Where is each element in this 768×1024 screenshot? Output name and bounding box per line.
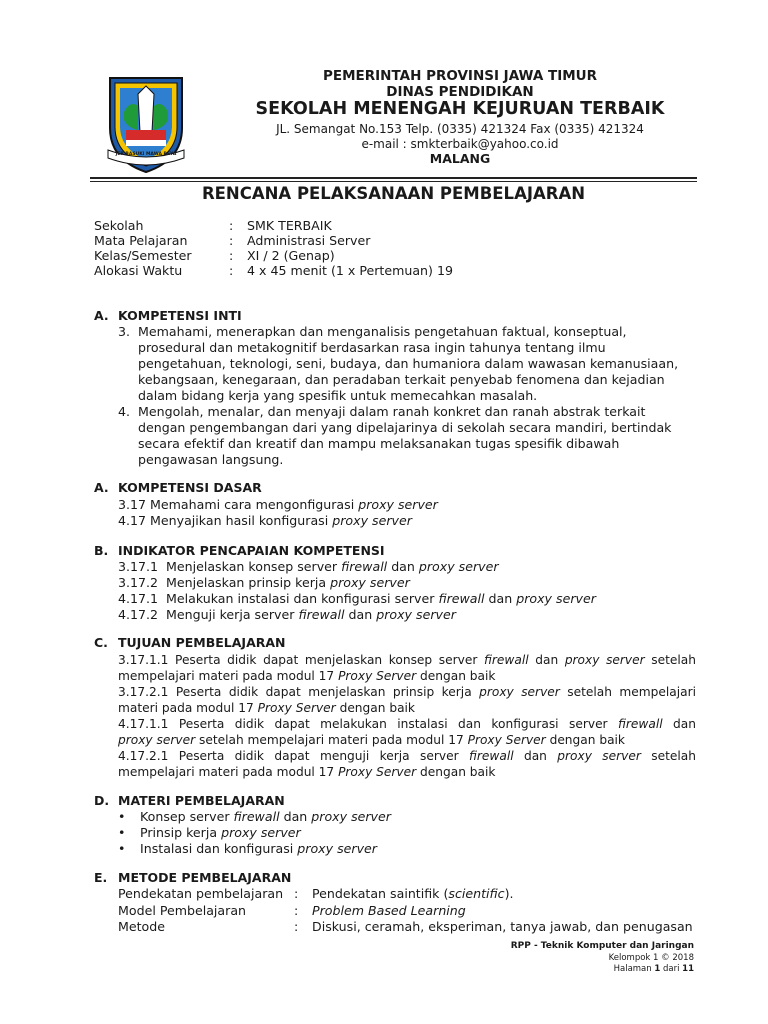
metode-text: Pendekatan saintifik (	[312, 886, 449, 901]
materi-term: proxy server	[221, 825, 301, 840]
tujuan-term: Proxy Server	[257, 701, 336, 715]
ipk-item	[118, 607, 456, 622]
section-letter: E.	[94, 870, 108, 885]
materi-text: Konsep server	[140, 809, 234, 824]
section-letter: B.	[94, 543, 109, 558]
ipk-item	[118, 591, 596, 606]
ki-item-line: Memahami, menerapkan dan menganalisis pengetahuan faktual, konseptual,	[138, 324, 627, 339]
tujuan-text: 4.17.2.1 Peserta didik dapat menguji kerja server	[118, 749, 469, 763]
section-heading-materi	[94, 793, 285, 808]
metode-value: Diskusi, ceramah, eksperiman, tanya jawab, dan penugasan	[312, 919, 693, 934]
metode-separator: :	[294, 919, 299, 934]
identity-separator: :	[229, 233, 234, 248]
ipk-term: proxy server	[376, 607, 456, 622]
ipk-term: proxy server	[516, 591, 596, 606]
tujuan-text: mempelajari materi pada modul 17	[118, 765, 339, 779]
materi-term: proxy server	[297, 841, 377, 856]
ki-item-number: 3.	[118, 324, 131, 339]
identity-label: Sekolah	[94, 218, 144, 233]
tujuan-text: dan	[528, 653, 565, 667]
ki-item-line: Mengolah, menalar, dan menyaji dalam ranah konkret dan ranah abstrak terkait	[138, 404, 646, 419]
section-title: METODE PEMBELAJARAN	[118, 870, 292, 885]
section-heading-metode	[94, 870, 291, 885]
header-city: MALANG	[429, 151, 491, 166]
bullet-icon: •	[118, 825, 126, 840]
ipk-item	[118, 559, 499, 574]
tujuan-term: Proxy Server	[467, 733, 546, 747]
footer-page-total: 11	[682, 964, 694, 974]
tujuan-term: firewall	[618, 717, 663, 731]
metode-label: Pendekatan pembelajaran	[118, 886, 284, 901]
ki-item-line: pengetahuan, teknologi, seni, budaya, dan humaniora dalam wawasan kemanusiaan,	[138, 356, 679, 371]
ki-item-line: dengan pengembangan dari yang dipelajarinya di sekolah secara mandiri, bertindak	[138, 420, 672, 435]
tujuan-text: dengan baik	[416, 765, 496, 779]
tujuan-text: dengan baik	[416, 669, 496, 683]
tujuan-text: 4.17.1.1 Peserta didik dapat melakukan instalasi dan konfigurasi server	[118, 717, 619, 731]
kd-item-text: 4.17 Menyajikan hasil konfigurasi	[118, 513, 333, 528]
tujuan-text: setelah	[640, 749, 696, 763]
materi-term: firewall	[233, 809, 280, 824]
footer-page-number	[614, 964, 694, 974]
identity-label: Mata Pelajaran	[94, 233, 188, 248]
ipk-text: dan	[387, 559, 419, 574]
ipk-number: 4.17.1	[118, 591, 159, 606]
materi-item	[118, 825, 301, 840]
identity-separator: :	[229, 263, 234, 278]
tujuan-text: 3.17.1.1 Peserta didik dapat menjelaskan konsep server	[118, 653, 485, 667]
tujuan-term: Proxy Server	[338, 765, 417, 779]
ipk-text: Menjelaskan konsep server	[166, 559, 342, 574]
section-letter: C.	[94, 635, 108, 650]
tujuan-text: dengan baik	[335, 701, 415, 715]
section-title: KOMPETENSI INTI	[118, 308, 242, 323]
metode-value	[312, 886, 514, 901]
section-letter: A.	[94, 308, 109, 323]
tujuan-line	[118, 733, 625, 747]
ki-item-line: prosedural dan metakognitif berdasarkan rasa ingin tahunya tentang ilmu	[138, 340, 606, 355]
ipk-term: firewall	[438, 591, 485, 606]
tujuan-text: setelah mempelajari materi pada modul 17	[195, 733, 468, 747]
identity-value: SMK TERBAIK	[247, 218, 332, 233]
metode-label: Model Pembelajaran	[118, 903, 247, 918]
tujuan-text: materi pada modul 17	[118, 701, 258, 715]
section-heading-tujuan	[94, 635, 286, 650]
tujuan-term: firewall	[469, 749, 514, 763]
bullet-icon: •	[118, 809, 126, 824]
east-java-emblem-logo	[104, 72, 188, 174]
tujuan-line	[118, 685, 696, 699]
identity-value: 4 x 45 menit (1 x Pertemuan) 19	[247, 263, 453, 278]
section-heading-indikator	[94, 543, 385, 558]
metode-label: Metode	[118, 919, 165, 934]
metode-term: Problem Based Learning	[312, 903, 466, 918]
kd-item-text: 3.17 Memahami cara mengonfigurasi	[118, 497, 359, 512]
metode-term: scientific	[448, 886, 505, 901]
header-school-name: SEKOLAH MENENGAH KEJURUAN TERBAIK	[255, 99, 665, 119]
section-letter: A.	[94, 480, 109, 495]
metode-separator: :	[294, 886, 299, 901]
identity-separator: :	[229, 218, 234, 233]
tujuan-text: mempelajari materi pada modul 17	[118, 669, 339, 683]
letterhead-rule-thick	[90, 177, 697, 179]
tujuan-term: Proxy Server	[338, 669, 417, 683]
ipk-text: Menguji kerja server	[166, 607, 299, 622]
ipk-number: 3.17.2	[118, 575, 159, 590]
header-department: DINAS PENDIDIKAN	[386, 84, 534, 100]
tujuan-text: dengan baik	[545, 733, 625, 747]
materi-item	[118, 841, 377, 856]
ipk-text: dan	[484, 591, 517, 606]
section-title: MATERI PEMBELAJARAN	[118, 793, 285, 808]
section-heading-kompetensi-dasar	[94, 480, 262, 495]
tujuan-term: firewall	[484, 653, 529, 667]
materi-text: dan	[279, 809, 312, 824]
letterhead-rule-thin	[90, 181, 697, 182]
header-address: JL. Semangat No.153 Telp. (0335) 421324 Fax (0335) 421324	[276, 122, 644, 136]
identity-separator: :	[229, 248, 234, 263]
ipk-text: Menjelaskan prinsip kerja	[166, 575, 331, 590]
tujuan-line	[118, 701, 415, 715]
metode-text: ).	[504, 886, 514, 901]
ipk-term: firewall	[298, 607, 345, 622]
tujuan-line	[118, 653, 696, 667]
ipk-number: 4.17.2	[118, 607, 159, 622]
tujuan-text: setelah mempelajari	[559, 685, 696, 699]
tujuan-text: dan	[662, 717, 696, 731]
kd-item-term: proxy server	[332, 513, 412, 528]
header-email: e-mail : smkterbaik@yahoo.co.id	[361, 137, 559, 151]
ipk-term: proxy server	[330, 575, 410, 590]
metode-value	[312, 903, 466, 918]
ipk-term: proxy server	[418, 559, 499, 574]
tujuan-line	[118, 765, 495, 779]
tujuan-text: dan	[513, 749, 558, 763]
identity-value: XI / 2 (Genap)	[247, 248, 335, 263]
ki-item-number: 4.	[118, 404, 131, 419]
kd-item-term: proxy server	[358, 497, 438, 512]
materi-item	[118, 809, 391, 824]
tujuan-term: proxy server	[479, 685, 560, 699]
bullet-icon: •	[118, 841, 126, 856]
tujuan-term: proxy server	[118, 733, 196, 747]
ipk-text: Melakukan instalasi dan konfigurasi server	[166, 591, 439, 606]
tujuan-text: setelah	[644, 653, 696, 667]
footer-page-text: Halaman	[613, 964, 655, 974]
ipk-text: dan	[344, 607, 377, 622]
tujuan-term: proxy server	[557, 749, 641, 763]
metode-separator: :	[294, 903, 299, 918]
section-heading-kompetensi-inti	[94, 308, 242, 323]
kd-item	[118, 497, 438, 512]
ki-item-line: pengawasan langsung.	[138, 452, 284, 467]
kd-item	[118, 513, 412, 528]
page-title: RENCANA PELAKSANAAN PEMBELAJARAN	[201, 184, 586, 203]
identity-value: Administrasi Server	[247, 233, 371, 248]
footer-document-title: RPP - Teknik Komputer dan Jaringan	[510, 941, 694, 951]
tujuan-line	[118, 717, 696, 731]
materi-term: proxy server	[311, 809, 391, 824]
footer-page-current: 1	[654, 964, 661, 974]
ipk-number: 3.17.1	[118, 559, 159, 574]
logo-ribbon-text: JER BASUKI MAWA BEYA	[115, 152, 177, 157]
tujuan-text: 3.17.2.1 Peserta didik dapat menjelaskan prinsip kerja	[118, 685, 480, 699]
materi-text: Prinsip kerja	[140, 825, 222, 840]
identity-label: Kelas/Semester	[94, 248, 192, 263]
tujuan-line	[118, 749, 696, 763]
section-title: TUJUAN PEMBELAJARAN	[118, 635, 286, 650]
materi-text: Instalasi dan konfigurasi	[140, 841, 298, 856]
footer-group: Kelompok 1 © 2018	[608, 953, 694, 963]
footer-page-text: dari	[660, 964, 683, 974]
section-title: INDIKATOR PENCAPAIAN KOMPETENSI	[118, 543, 385, 558]
header-government: PEMERINTAH PROVINSI JAWA TIMUR	[322, 68, 598, 84]
ipk-item	[118, 575, 410, 590]
ki-item-line: dalam bidang kerja yang spesifik untuk memecahkan masalah.	[138, 388, 538, 403]
ipk-term: firewall	[341, 559, 388, 574]
ki-item-line: secara efektif dan kreatif dan mampu melaksanakan tugas spesifik dibawah	[138, 436, 620, 451]
section-letter: D.	[94, 793, 110, 808]
tujuan-term: proxy server	[564, 653, 645, 667]
ki-item-line: kebangsaan, kenegaraan, dan peradaban terkait penyebab fenomena dan kejadian	[138, 372, 665, 387]
identity-label: Alokasi Waktu	[94, 263, 183, 278]
tujuan-line	[118, 669, 495, 683]
section-title: KOMPETENSI DASAR	[118, 480, 262, 495]
